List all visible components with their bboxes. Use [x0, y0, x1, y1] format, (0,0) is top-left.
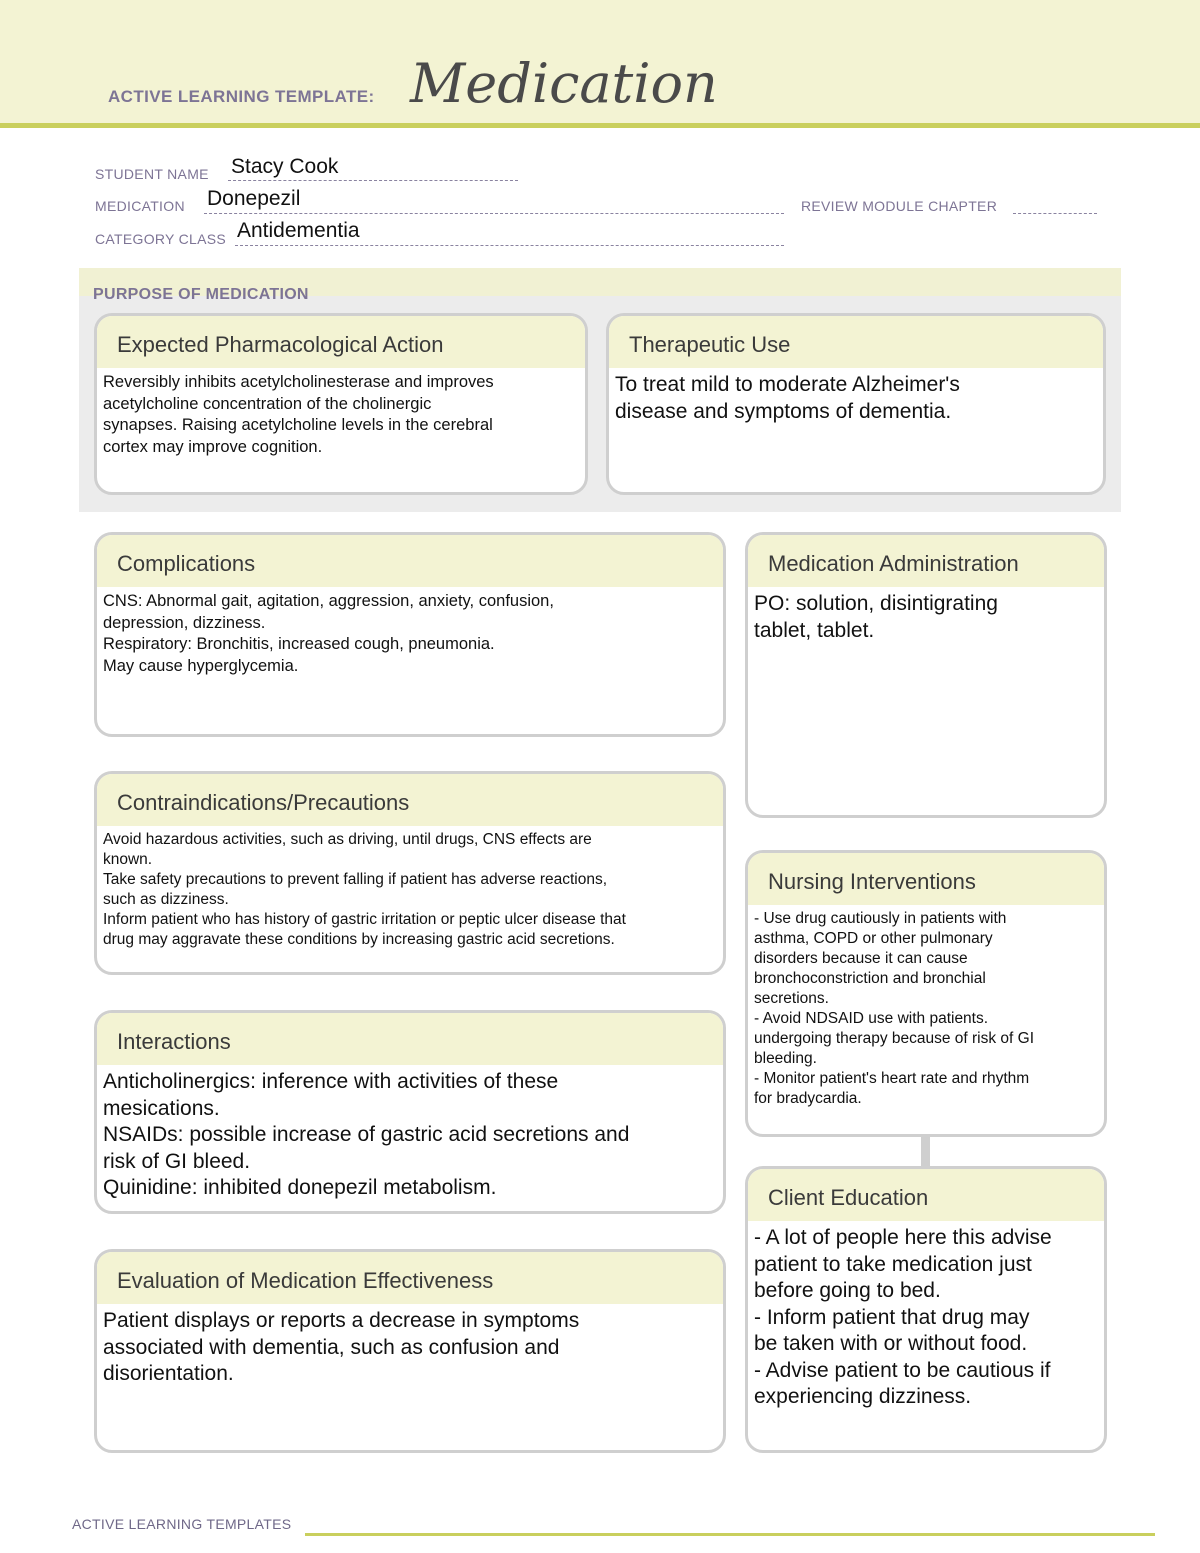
nursing-interventions-text[interactable]: - Use drug cautiously in patients with asthma, COPD or other pulmonary disorders because it can cause bronchoconstriction and bronchial secretions. - Avoid NDSAID use with patients. undergoing therapy because of risk of GI bleeding. - Monitor patient's heart rate and rhythm for bradycardia. — [754, 910, 1035, 1107]
evaluation-title: Evaluation of Medication Effectiveness — [97, 1252, 723, 1304]
complications-text[interactable]: CNS: Abnormal gait, agitation, aggression, anxiety, confusion, depression, dizziness. Respiratory: Bronchitis, increased cough, pneumonia. May cause hyperglycemia. — [103, 592, 554, 675]
student-name-field[interactable]: Stacy Cook — [231, 155, 339, 178]
category-class-label: CATEGORY CLASS — [95, 231, 227, 247]
contraindications-text[interactable]: Avoid hazardous activities, such as driving, until drugs, CNS effects are known. Take safety precautions to prevent falling if patient has adverse reactions, such as dizziness. Inform patient who has history of gastric irritation or peptic ulcer disease that drug may aggravate these conditions by increasing gastric acid secretions. — [103, 831, 626, 948]
nursing-interventions-title: Nursing Interventions — [748, 853, 1104, 905]
client-education-card — [745, 1166, 1107, 1453]
therapeutic-use-card — [606, 313, 1106, 495]
medication-administration-card — [745, 532, 1107, 818]
expected-action-title: Expected Pharmacological Action — [97, 316, 585, 368]
footer-divider — [305, 1533, 1155, 1536]
medication-label: MEDICATION — [95, 198, 185, 214]
review-module-label: REVIEW MODULE CHAPTER — [801, 198, 998, 214]
review-module-field[interactable] — [1013, 213, 1097, 214]
template-label: ACTIVE LEARNING TEMPLATE: — [108, 87, 375, 106]
medication-administration-title: Medication Administration — [748, 535, 1104, 587]
therapeutic-use-text[interactable]: To treat mild to moderate Alzheimer's disease and symptoms of dementia. — [615, 373, 960, 423]
nursing-interventions-card — [745, 850, 1107, 1137]
interactions-card — [94, 1010, 726, 1214]
category-class-field[interactable]: Antidementia — [237, 219, 360, 242]
footer-label: ACTIVE LEARNING TEMPLATES — [72, 1516, 292, 1532]
client-education-title: Client Education — [748, 1169, 1104, 1221]
complications-title: Complications — [97, 535, 723, 587]
complications-card — [94, 532, 726, 737]
expected-action-text[interactable]: Reversibly inhibits acetylcholinesterase and improves acetylcholine concentration of the cholinergic synapses. Raising acetylcholine levels in the cerebral cortex may improve cognition. — [103, 373, 494, 456]
student-name-label: STUDENT NAME — [95, 166, 209, 182]
purpose-label: PURPOSE OF MEDICATION — [93, 286, 309, 303]
student-name-line — [228, 180, 518, 181]
category-class-line — [235, 245, 784, 246]
interactions-title: Interactions — [97, 1013, 723, 1065]
evaluation-text[interactable]: Patient displays or reports a decrease in symptoms associated with dementia, such as confusion and disorientation. — [103, 1309, 580, 1385]
connector-bar — [921, 1134, 930, 1166]
evaluation-card — [94, 1249, 726, 1453]
interactions-text[interactable]: Anticholinergics: inference with activities of these mesications. NSAIDs: possible increase of gastric acid secretions and risk of GI bleed. Quinidine: inhibited donepezil metabolism. — [103, 1070, 630, 1199]
contraindications-title: Contraindications/Precautions — [97, 774, 723, 826]
expected-action-card — [94, 313, 588, 495]
page-title: Medication — [410, 52, 718, 115]
medication-administration-text[interactable]: PO: solution, disintigrating tablet, tablet. — [754, 592, 998, 642]
medication-line — [204, 213, 784, 214]
medication-field[interactable]: Donepezil — [207, 187, 301, 210]
contraindications-card — [94, 771, 726, 975]
client-education-text[interactable]: - A lot of people here this advise patient to take medication just before going to bed. - Inform patient that drug may be taken with or without food. - Advise patient to be cautious if experiencing dizziness. — [754, 1226, 1052, 1408]
therapeutic-use-title: Therapeutic Use — [609, 316, 1103, 368]
